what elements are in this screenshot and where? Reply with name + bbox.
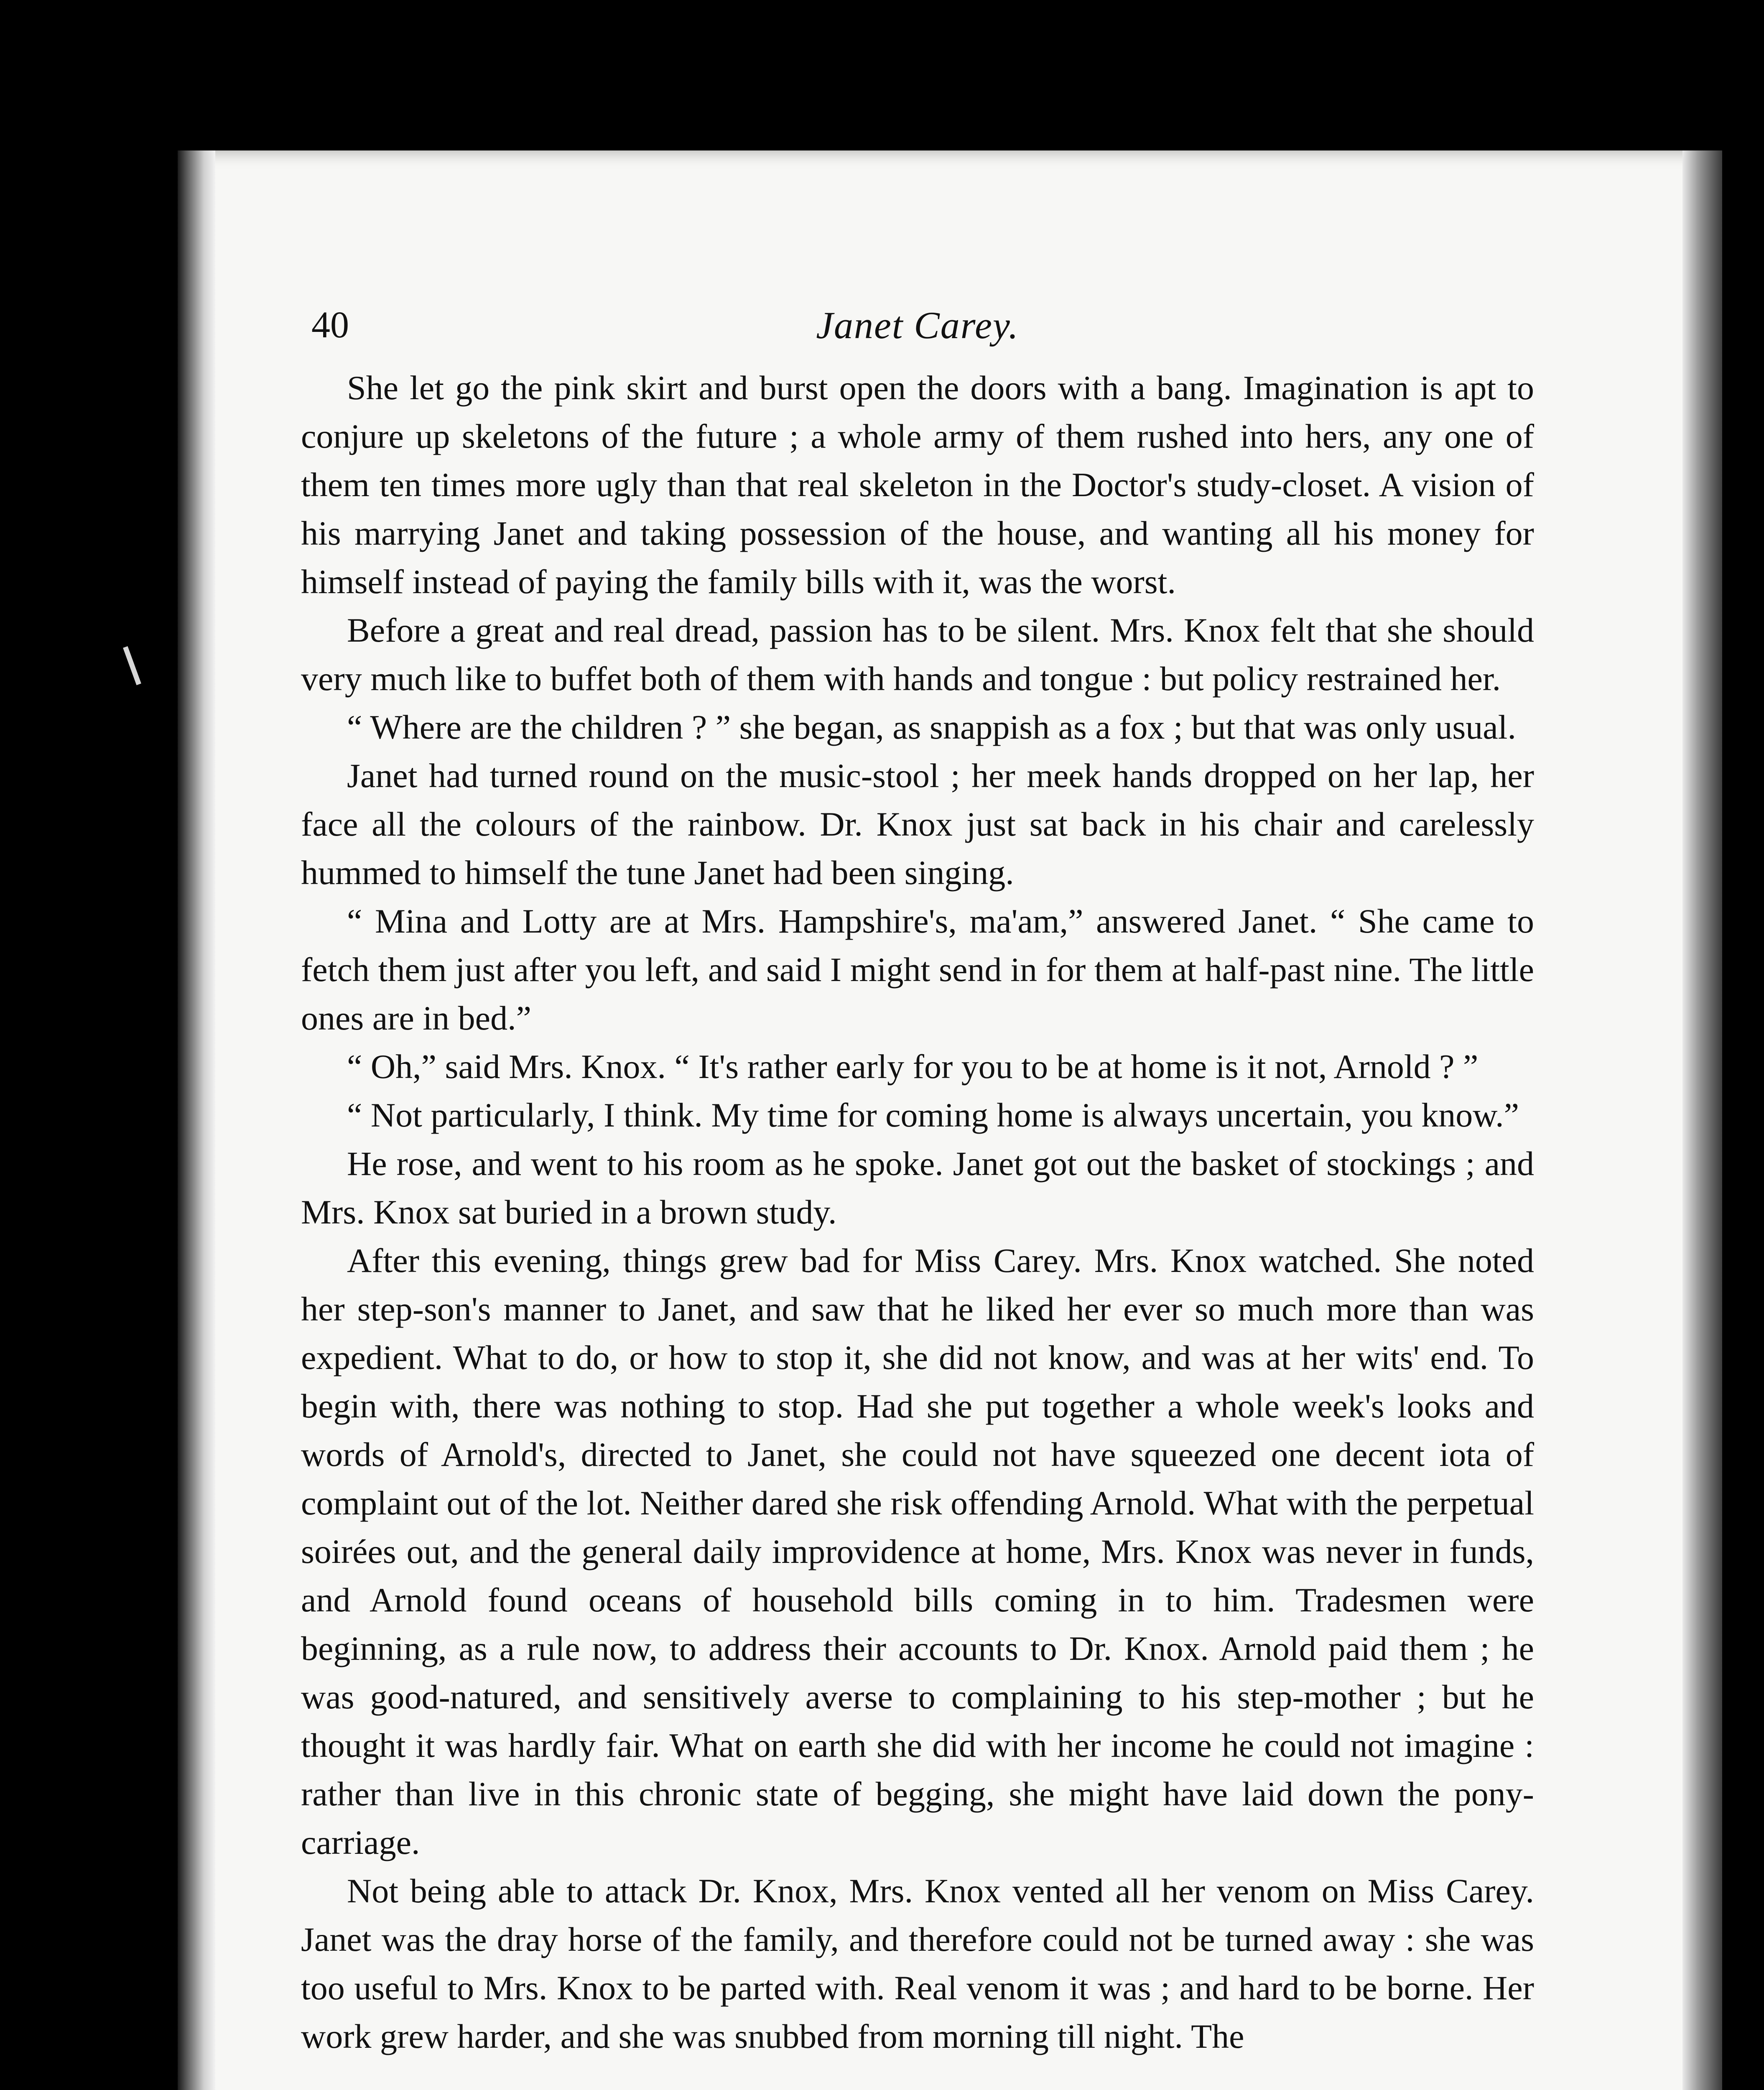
page-right-edge bbox=[1682, 150, 1722, 2090]
running-head bbox=[301, 301, 1534, 364]
paragraph-5: “ Mina and Lotty are at Mrs. Hampshire's, ma'am,” answered Janet. “ She came to fetch them just after you left, and said I might send in for them at half-past nine. The little ones are in bed.” bbox=[301, 902, 1534, 1037]
scan-artifact-mark bbox=[123, 646, 141, 685]
paragraph-6: “ Oh,” said Mrs. Knox. “ It's rather early for you to be at home is it not, Arnold ? ” bbox=[347, 1048, 1478, 1086]
page-gutter-shadow bbox=[178, 150, 215, 2090]
paragraph-8: He rose, and went to his room as he spoke. Janet got out the basket of stockings ; and Mrs. Knox sat buried in a brown study. bbox=[301, 1144, 1534, 1231]
paragraph-1: She let go the pink skirt and burst open the doors with a bang. Imagination is apt to conjure up skeletons of the future ; a whole army of them rushed into hers, any one of them ten times more ugly than that real skeleton in the Doctor's study-closet. A vision of his marrying Janet and taking possession of the house, and wanting all his money for himself instead of paying the family bills with it, was the worst. bbox=[301, 369, 1534, 601]
page-number: 40 bbox=[311, 304, 349, 346]
paragraph-4: Janet had turned round on the music-stool ; her meek hands dropped on her lap, her face all the colours of the rainbow. Dr. Knox just sat back in his chair and carelessly hummed to himself the tune Janet had been singing. bbox=[301, 757, 1534, 892]
running-title: Janet Carey. bbox=[816, 304, 1019, 347]
page-text-block bbox=[301, 301, 1534, 2061]
paragraph-7: “ Not particularly, I think. My time for coming home is always uncertain, you know.” bbox=[347, 1096, 1519, 1134]
paragraph-10: Not being able to attack Dr. Knox, Mrs. Knox vented all her venom on Miss Carey. Janet was the dray horse of the family, and therefore could not be turned away : she was too useful to Mrs. Knox to be parted with. Real venom it was ; and hard to be borne. Her work grew harder, and she was snubbed from morning till night. The bbox=[301, 1872, 1534, 2055]
paragraph-2: Before a great and real dread, passion has to be silent. Mrs. Knox felt that she should very much like to buffet both of them with hands and tongue : but policy restrained her. bbox=[301, 611, 1534, 698]
paragraph-3: “ Where are the children ? ” she began, as snappish as a fox ; but that was only usual. bbox=[347, 708, 1516, 746]
paragraph-9: After this evening, things grew bad for Miss Carey. Mrs. Knox watched. She noted her step-son's manner to Janet, and saw that he liked her ever so much more than was expedient. What to do, or how to stop it, she did not know, and was at her wits' end. To begin with, there was nothing to stop. Had she put together a whole week's looks and words of Arnold's, directed to Janet, she could not have squeezed one decent iota of complaint out of the lot. Neither dared she risk offending Arnold. What with the perpetual soirées out, and the general daily improvidence at home, Mrs. Knox was never in funds, and Arnold found oceans of household bills coming in to him. Tradesmen were beginning, as a rule now, to address their accounts to Dr. Knox. Arnold paid them ; he was good-natured, and sensitively averse to complaining to his step-mother ; but he thought it was hardly fair. What on earth she did with her income he could not imagine : rather than live in this chronic state of begging, she might have laid down the pony-carriage. bbox=[301, 1241, 1534, 1861]
